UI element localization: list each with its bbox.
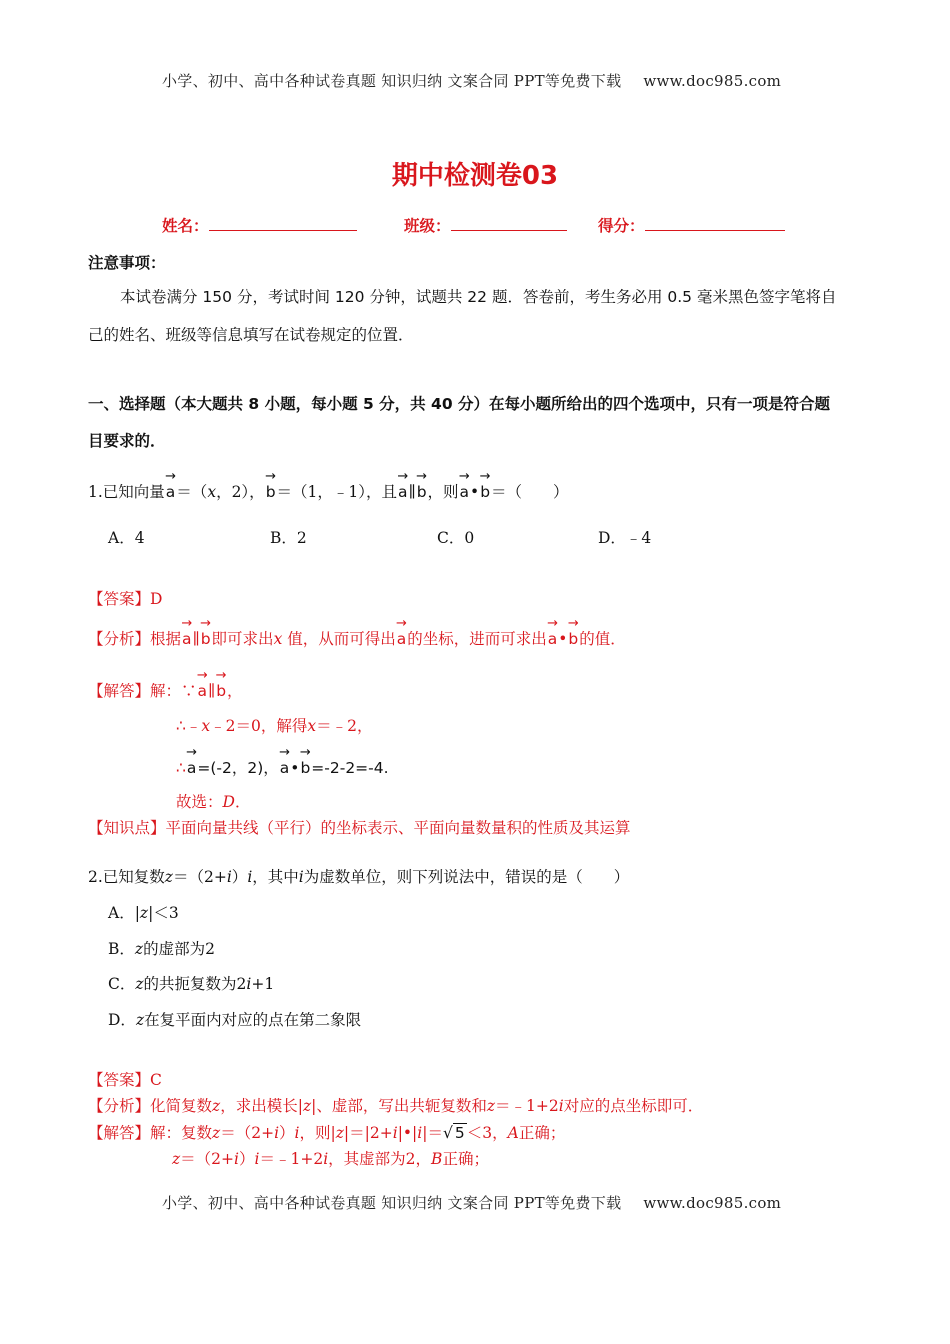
var-z: z — [134, 940, 144, 958]
analysis-text: 值，从而可得出 — [282, 630, 396, 648]
solution-text: ，则| — [299, 1124, 336, 1142]
name-field[interactable] — [162, 214, 357, 236]
vector-b: → b — [479, 483, 491, 501]
q1-analysis — [88, 627, 626, 649]
option-letter: A — [507, 1124, 519, 1142]
q1-option-b[interactable]: B．2 — [270, 529, 307, 547]
page-footer — [162, 1192, 781, 1213]
q1-knowledge — [88, 816, 631, 838]
dot-symbol: • — [290, 759, 300, 777]
vector-a: → a — [186, 759, 198, 777]
q1-stem-text: ，则 — [427, 483, 459, 501]
var-z: z — [486, 1097, 496, 1115]
page-header — [162, 70, 781, 91]
solution-text: |＝|2+ — [343, 1124, 393, 1142]
q2-stem — [88, 865, 629, 887]
q1-choose — [176, 790, 250, 812]
option-text: +1 — [251, 975, 275, 993]
analysis-text: 的值． — [579, 630, 626, 648]
q1-stem — [88, 480, 569, 502]
solution-text: ） — [239, 1150, 255, 1168]
q2-analysis — [88, 1094, 703, 1116]
analysis-text: 根据 — [150, 630, 182, 648]
step-text: ∴ — [176, 759, 186, 777]
name-blank[interactable] — [209, 216, 357, 231]
q2-option-b[interactable] — [108, 937, 215, 959]
q2-solution-line1 — [88, 1121, 565, 1143]
knowledge-label: 【知识点】 — [88, 819, 166, 837]
var-i: i — [298, 868, 304, 886]
q1-step1 — [176, 714, 372, 736]
footer-text: 小学、初中、高中各种试卷真题 知识归纳 文案合同 PPT等免费下载 — [162, 1194, 622, 1212]
sqrt-symbol: √ 5 — [442, 1124, 465, 1142]
header-url[interactable]: www.doc985.com — [643, 72, 782, 90]
analysis-text: |、虚部，写出共轭复数和 — [311, 1097, 487, 1115]
var-z: z — [335, 1124, 344, 1142]
q2-stem-text: ） — [231, 868, 248, 886]
vector-a: → a — [165, 483, 177, 501]
sqrt-radicand: 5 — [454, 1124, 465, 1142]
vector-b: → b — [215, 682, 227, 700]
analysis-text: ，求出模长| — [220, 1097, 303, 1115]
solution-text: |•| — [397, 1124, 418, 1142]
var-x: x — [207, 483, 217, 501]
vector-a: → a — [459, 483, 471, 501]
parallel-symbol: ∥ — [208, 682, 216, 700]
analysis-text: 化简复数 — [150, 1097, 213, 1115]
option-text: B． — [108, 940, 135, 958]
var-z: z — [212, 1124, 221, 1142]
dot-symbol: • — [558, 630, 568, 648]
q2-stem-text: 2.已知复数 — [88, 868, 165, 886]
option-text: |＜3 — [148, 904, 179, 922]
page-title: 期中检测卷03 — [391, 161, 559, 191]
score-label: 得分： — [598, 217, 645, 235]
class-field[interactable] — [404, 214, 567, 236]
step-text: ∴﹣ — [176, 717, 202, 735]
var-i: i — [246, 975, 252, 993]
vector-a: → a — [181, 630, 193, 648]
var-i: i — [234, 1150, 239, 1168]
parallel-symbol: ∥ — [408, 483, 416, 501]
section1-line1: 一、选择题（本大题共 8 小题，每小题 5 分，共 40 分）在每小题所给出的四个选项中，只有一项是符合题 — [88, 395, 831, 413]
solution-text: ＝（2+ — [220, 1124, 275, 1142]
step-text: =(-2，2)， — [197, 759, 279, 777]
dot-symbol: • — [470, 483, 480, 501]
vector-a: → a — [396, 630, 408, 648]
step-text: ﹣2＝0，解得 — [210, 717, 308, 735]
vector-a: → a — [547, 630, 559, 648]
var-i: i — [392, 1124, 398, 1142]
q2-option-a[interactable] — [108, 901, 179, 923]
solution-text: ＝﹣1+2 — [259, 1150, 324, 1168]
var-z: z — [302, 1097, 312, 1115]
q1-stem-text: ＝（ — [176, 483, 208, 501]
score-blank[interactable] — [645, 216, 785, 231]
footer-url[interactable]: www.doc985.com — [643, 1194, 782, 1212]
q1-option-c[interactable]: C．0 — [437, 529, 475, 547]
var-x: x — [307, 717, 317, 735]
notice-line2: 己的姓名、班级等信息填写在试卷规定的位置． — [88, 326, 414, 344]
solution-text: ） — [279, 1124, 295, 1142]
solution-text: ，其虚部为2， — [328, 1150, 432, 1168]
option-text: 在复平面内对应的点在第二象限 — [144, 1011, 362, 1029]
vector-b: → b — [265, 483, 277, 501]
option-text: D． — [108, 1011, 136, 1029]
step-text: =-2-2=-4. — [311, 759, 389, 777]
header-text: 小学、初中、高中各种试卷真题 知识归纳 文案合同 PPT等免费下载 — [162, 72, 622, 90]
q1-step2 — [176, 756, 389, 778]
vector-b: → b — [299, 759, 311, 777]
q2-stem-text: ＝（2+ — [172, 868, 227, 886]
section1-line2: 目要求的． — [88, 432, 166, 450]
vector-a: → a — [197, 682, 209, 700]
option-text: 的共扼复数为2 — [143, 975, 247, 993]
q2-option-d[interactable] — [108, 1008, 361, 1030]
solution-label: 【解答】 — [88, 682, 151, 700]
var-i: i — [294, 1124, 300, 1142]
q1-stem-text: ，2）， — [216, 483, 265, 501]
var-z: z — [139, 904, 149, 922]
vector-b: → b — [200, 630, 212, 648]
var-z: z — [135, 975, 144, 993]
option-text: 的虚部为2 — [143, 940, 215, 958]
solution-text: 正确； — [442, 1150, 489, 1168]
score-field[interactable] — [598, 214, 785, 236]
solution-text: 解：∵ — [150, 682, 197, 700]
q1-stem-text: ＝（1，﹣1），且 — [276, 483, 398, 501]
analysis-text: 即可求出 — [211, 630, 274, 648]
q1-stem-text: 1.已知向量 — [88, 483, 165, 501]
q2-answer: 【答案】C — [88, 1071, 162, 1089]
solution-text: ＜3， — [466, 1124, 508, 1142]
analysis-text: 对应的点坐标即可． — [563, 1097, 704, 1115]
choose-letter: D — [222, 793, 235, 811]
choose-text: ． — [234, 793, 251, 811]
q1-stem-text: ＝（ ） — [491, 483, 569, 501]
choose-text: 故选： — [176, 793, 223, 811]
option-text: C． — [108, 975, 136, 993]
parallel-symbol: ∥ — [192, 630, 200, 648]
var-i: i — [274, 1124, 280, 1142]
solution-text: ＝（2+ — [180, 1150, 235, 1168]
analysis-label: 【分析】 — [88, 630, 151, 648]
analysis-text: 的坐标，进而可求出 — [407, 630, 547, 648]
vector-a: → a — [279, 759, 291, 777]
option-text: A．| — [108, 904, 140, 922]
vector-b: → b — [567, 630, 579, 648]
notice-label: 注意事项： — [88, 254, 166, 272]
q1-option-d[interactable]: D．﹣4 — [598, 529, 652, 547]
analysis-text: ＝﹣1+2 — [495, 1097, 559, 1115]
notice-line1: 本试卷满分 150 分，考试时间 120 分钟，试题共 22 题．答卷前，考生务必用 0.5 毫米黑色签字笔将自 — [120, 288, 837, 306]
var-i: i — [417, 1124, 423, 1142]
option-letter: B — [431, 1150, 443, 1168]
q1-option-a[interactable]: A．4 — [108, 529, 145, 547]
var-z: z — [164, 868, 173, 886]
var-i: i — [247, 868, 253, 886]
vector-a: → a — [397, 483, 409, 501]
solution-text: 正确； — [518, 1124, 566, 1142]
knowledge-text: 平面向量共线（平行）的坐标表示、平面向量数量积的性质及其运算 — [165, 819, 631, 837]
q2-option-c[interactable] — [108, 972, 274, 994]
analysis-label: 【分析】 — [88, 1097, 151, 1115]
var-x: x — [273, 630, 283, 648]
var-i: i — [226, 868, 232, 886]
class-label: 班级： — [404, 217, 451, 235]
solution-text: 解：复数 — [150, 1124, 213, 1142]
solution-label: 【解答】 — [88, 1124, 151, 1142]
solution-text: ， — [227, 682, 243, 700]
q1-answer: 【答案】D — [88, 590, 163, 608]
step-text: ＝﹣2， — [316, 717, 373, 735]
q2-solution-line2 — [172, 1147, 489, 1169]
var-z: z — [172, 1150, 181, 1168]
vector-b: → b — [416, 483, 428, 501]
var-i: i — [323, 1150, 329, 1168]
solution-text: |＝ — [422, 1124, 443, 1142]
var-x: x — [201, 717, 211, 735]
name-label: 姓名： — [162, 217, 209, 235]
var-i: i — [254, 1150, 260, 1168]
q2-stem-text: ，其中 — [252, 868, 299, 886]
var-i: i — [558, 1097, 564, 1115]
var-z: z — [212, 1097, 221, 1115]
q2-stem-text: 为虚数单位，则下列说法中，错误的是（ ） — [303, 868, 630, 886]
class-blank[interactable] — [451, 216, 567, 231]
q1-solution — [88, 679, 243, 701]
var-z: z — [135, 1011, 145, 1029]
